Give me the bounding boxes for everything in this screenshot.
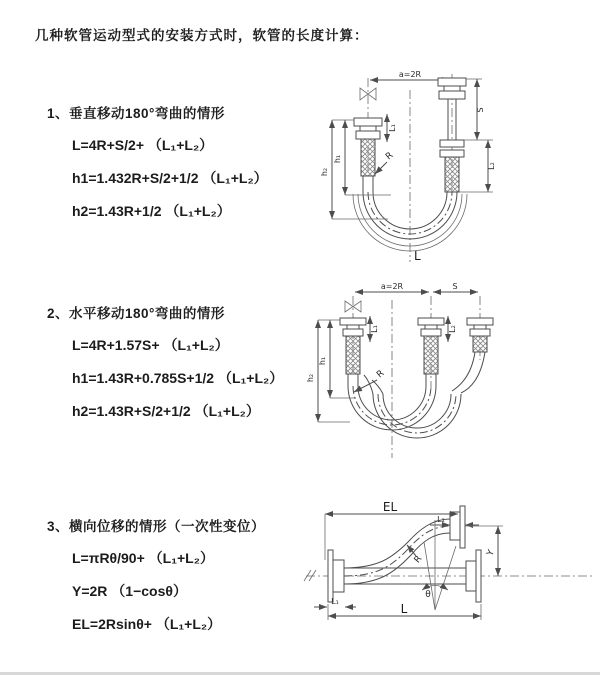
hose-s-curve-drawing (298, 498, 600, 666)
radius-label: R (412, 554, 425, 566)
upper-flange-hub (450, 512, 460, 540)
dim-l1-label: L₁ (331, 597, 339, 606)
curved-hose-upper-wall (344, 519, 450, 568)
radius-arrow (354, 380, 377, 392)
dim-h1-label: h₁ (318, 356, 327, 366)
dim-s-label: S (452, 282, 458, 291)
dim-l1-label: L₁ (388, 124, 397, 132)
pipe1-flange (340, 318, 366, 336)
dim-l-label: L (400, 602, 408, 616)
dim-s-label: S (476, 107, 485, 113)
right-mid-flange (440, 150, 464, 157)
radius-label: R (384, 150, 396, 163)
right-braid-hose (445, 157, 459, 192)
left-flange-neck (360, 126, 376, 131)
section-lateral-displacement (47, 515, 327, 634)
dim-el-label: EL (382, 500, 398, 514)
length-label: L (414, 249, 421, 263)
pipe1-braid-hose (346, 336, 360, 374)
dim-a2r-label: a=2R (380, 282, 404, 291)
section-horizontal-move (47, 302, 327, 421)
section-vertical-move (47, 102, 327, 221)
right-flange-neck (444, 86, 460, 91)
formula-h2: h2=1.43R+S/2+1/2 （L₁+L₂） (72, 403, 260, 419)
formula-l: L=4R+S/2+ （L₁+L₂） (72, 137, 214, 153)
dim-l1-label: L₁ (370, 325, 379, 333)
page-title: 几种软管运动型式的安装方式时，软管的长度计算： (35, 28, 369, 43)
dim-h2-label: h₂ (306, 373, 315, 383)
diagram-horizontal-move-180 (298, 276, 598, 464)
right-flange-plate (438, 78, 466, 86)
left-flange-plate (354, 118, 382, 126)
pipe2-flange (418, 318, 444, 336)
right-flange-plate (476, 550, 481, 602)
hose-u-bend-drawing (305, 64, 595, 264)
formula-l: L=4R+1.57S+ （L₁+L₂） (72, 337, 229, 353)
left-flange-hub (333, 560, 344, 592)
formula-el: EL=2Rsinθ+ （L₁+L₂） (72, 616, 222, 632)
radius-arrow (375, 162, 387, 174)
dim-l2-label: L₂ (448, 325, 457, 333)
right-mid-flange (440, 140, 464, 147)
formula-h2: h2=1.43R+1/2 （L₁+L₂） (72, 203, 231, 219)
section-1-heading: 1、垂直移动180°弯曲的情形 (47, 106, 225, 121)
section-3-heading: 3、横向位移的情形（一次性变位） (47, 519, 266, 534)
formula-h1: h1=1.432R+S/2+1/2 （L₁+L₂） (72, 170, 268, 186)
centerline-break-mark (304, 570, 316, 581)
left-flange-plate (356, 131, 380, 139)
pipe2-braid-hose (424, 336, 438, 374)
diagram-lateral-displacement (298, 498, 600, 666)
angle-theta-label: θ (425, 590, 431, 600)
hose-u-bend-shifted-drawing (298, 276, 598, 464)
dim-h1-label: h₁ (333, 154, 342, 164)
hose2-outer-wall (373, 394, 461, 438)
dim-y-label: Y (485, 548, 497, 558)
hose-left-leg (363, 176, 373, 192)
section-2-heading: 2、水平移动180°弯曲的情形 (47, 306, 225, 321)
pipe3-flange (467, 318, 493, 336)
formula-l: L=πRθ/90+ （L₁+L₂） (72, 550, 214, 566)
radius-label: R (375, 368, 387, 381)
right-flange-plate (439, 91, 465, 99)
hose2-centerline (378, 394, 456, 433)
dim-a2r-label: a=2R (398, 70, 422, 79)
dim-h2-label: h₂ (320, 167, 329, 177)
dim-l2-label: L₂ (437, 515, 445, 524)
formula-h1: h1=1.43R+0.785S+1/2 （L₁+L₂） (72, 370, 284, 386)
pipe3-braid-hose (473, 336, 487, 352)
left-flange-plate (328, 550, 333, 602)
formula-y: Y=2R （1−cosθ） (72, 583, 187, 599)
hose2-right-outer (461, 352, 485, 393)
left-braid-hose (361, 139, 375, 176)
right-flange-hub (466, 561, 476, 591)
upper-flange-plate (460, 506, 465, 548)
diagram-vertical-move-180 (305, 64, 595, 264)
dim-l2-label: L₂ (487, 162, 496, 170)
